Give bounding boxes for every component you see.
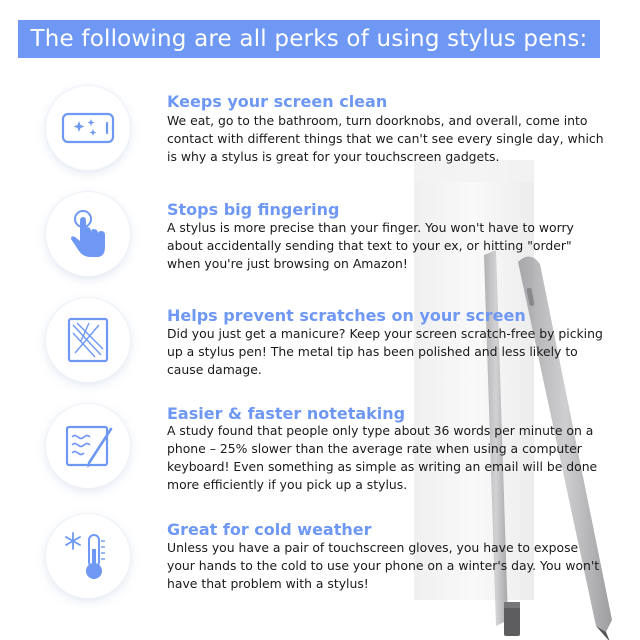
- finger-tap-icon: [46, 192, 130, 276]
- cold-thermometer-icon: [46, 514, 130, 598]
- perk-description: We eat, go to the bathroom, turn doorknobs, and overall, come into contact with different things that we can't see every single day, which is why a stylus is great for your touchscreen gadgets.: [167, 113, 604, 164]
- perk-title: Great for cold weather: [167, 520, 372, 539]
- perk-description: Did you just get a manicure? Keep your screen scratch-free by picking up a stylus pen! The metal tip has been polished and less likely to cause damage.: [167, 326, 603, 377]
- perk-description: A stylus is more precise than your finger. You won't have to worry about accidentally sending that text to your ex, or hitting "order" when you're just browsing on Amazon!: [167, 220, 574, 271]
- perk-description: Unless you have a pair of touchscreen gloves, you have to expose your hands to the cold to use your phone on a winter's day. You won't have that problem with a stylus!: [167, 540, 600, 591]
- clean-screen-icon: [46, 86, 130, 170]
- notetaking-icon: [46, 404, 130, 488]
- page-title: The following are all perks of using stylus pens:: [30, 26, 588, 52]
- perk-title: Helps prevent scratches on your screen: [167, 306, 526, 325]
- perk-title: Stops big fingering: [167, 200, 340, 219]
- perk-description: A study found that people only type about 36 words per minute on a phone – 25% slower than the average rate when using a computer keyboard! Even something as simple as writing an email will be done more efficiently if you pick up a stylus.: [167, 423, 598, 492]
- scratched-screen-icon: [46, 298, 130, 382]
- perk-title: Keeps your screen clean: [167, 92, 388, 111]
- header-banner: [18, 20, 600, 58]
- perk-title: Easier & faster notetaking: [167, 404, 406, 423]
